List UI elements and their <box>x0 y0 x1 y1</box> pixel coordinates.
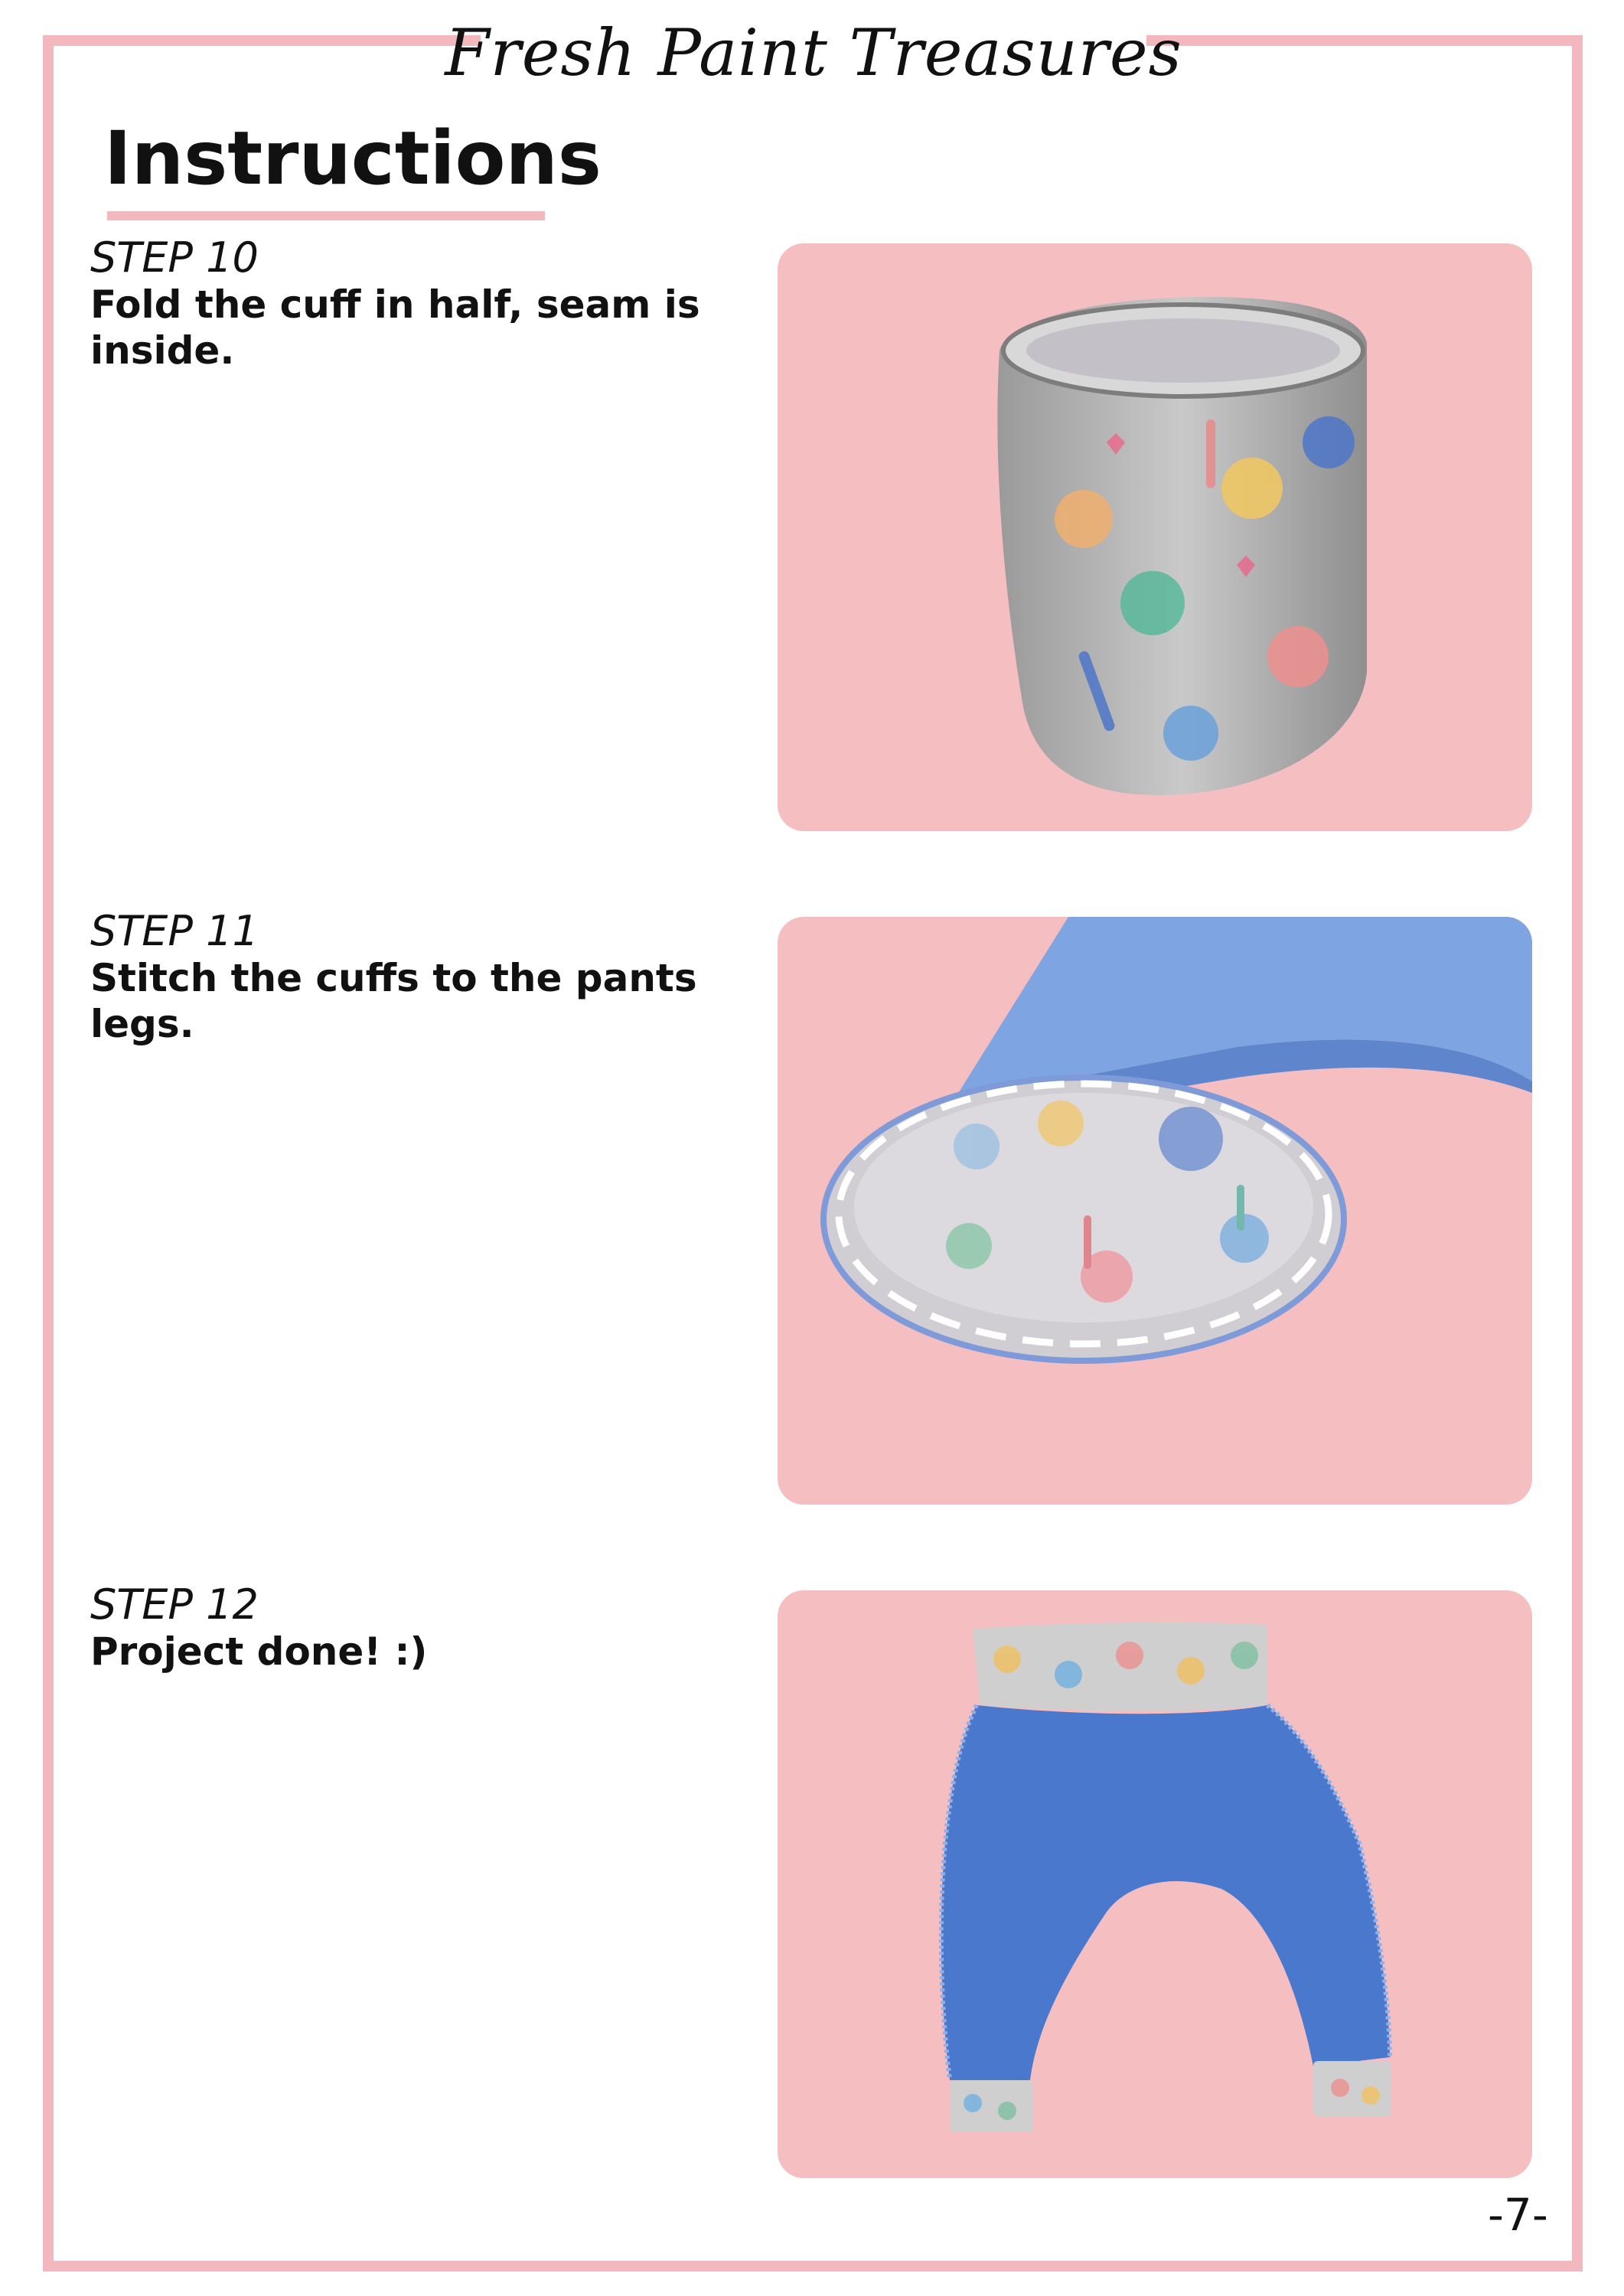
step-12-photo <box>778 1590 1532 2178</box>
step-12-label: STEP 12 <box>90 1580 259 1629</box>
step-10-text: Fold the cuff in half, seam is inside. <box>90 282 700 373</box>
step-10-label: STEP 10 <box>90 233 259 282</box>
step-12-text: Project done! :) <box>90 1629 428 1674</box>
title-underline <box>107 211 545 220</box>
step-11-photo <box>778 917 1532 1505</box>
folded-cuff-photo-icon <box>778 243 1532 831</box>
page-number: -7- <box>1488 2189 1548 2241</box>
page-title: Instructions <box>104 116 602 201</box>
finished-pants-photo-icon <box>778 1590 1532 2178</box>
cuff-stitch-photo-icon <box>778 917 1532 1505</box>
step-11-label: STEP 11 <box>90 907 259 955</box>
step-11-text: Stitch the cuffs to the pants legs. <box>90 956 697 1046</box>
step-10-photo <box>778 243 1532 831</box>
brand-logo: Fresh Paint Treasures <box>445 15 1182 90</box>
